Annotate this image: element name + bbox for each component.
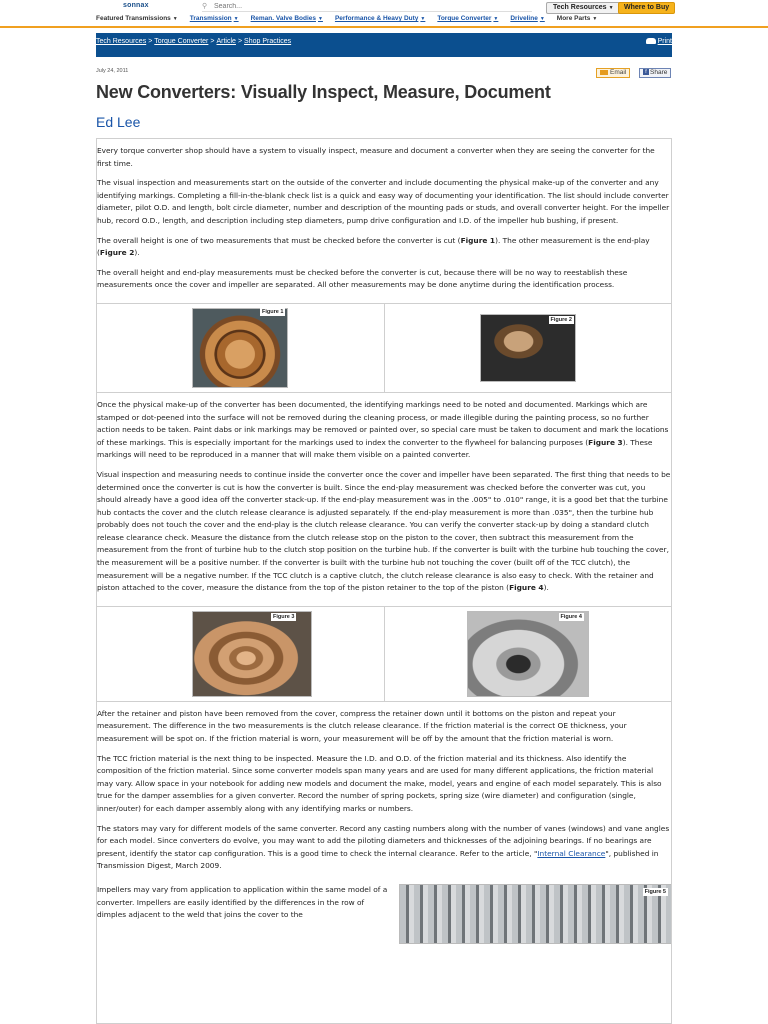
figure-ref: Figure 1 <box>460 235 496 245</box>
nav-reman-valve-bodies[interactable]: Reman. Valve Bodies ▼ <box>250 15 323 22</box>
figure-5-section <box>97 884 671 933</box>
article-date: July 24, 2011 <box>96 68 129 74</box>
text-block-4 <box>97 884 393 933</box>
figure-ref: Figure 2 <box>99 248 135 258</box>
paragraph: The visual inspection and measurements start on the outside of the converter and include documenting the physical make-up of the converter and any identifying markings. Completing a fill-in-the-blank check list is a quick and easy way of documenting your identification. The list should include converter diameter, pilot O.D. and length, bolt circle diameter, number and description of the mounting pads or studs, and overall converter height. For the impeller hub, record O.D., length, and description including step diameters, pump drive configuration and I.D. of the impeller hub bushing, if present. <box>97 178 670 225</box>
figure-ref: Figure 4 <box>509 583 544 593</box>
breadcrumb-separator: > <box>210 38 215 45</box>
text-block-2 <box>97 393 671 606</box>
figure-1-label: Figure 1 <box>262 308 284 315</box>
paragraph: After the retainer and piston have been removed from the cover, compress the retainer down until it bottoms on the piston and repeat your measurement. The difference in the two measurements is the clutch release clearance. If the friction material is the correct OE thickness, your measurement will be spot on. If the friction material is worn, your measurement will be off by the amount that the friction material is worn. <box>97 708 627 744</box>
search-icon[interactable]: ⚲ <box>202 3 208 10</box>
figure-cell-4 <box>384 607 672 701</box>
paragraph: Once the physical make-up of the converter has been documented, the identifying markings need to be noted and documented. Markings which are stamped or dot-peened into the surface will not be removed during the cleaning process, or made illegible during the painting process, so no further action needs to be taken. Paint dabs or ink markings may be removed or painted over, so special care must be taken to document and mark the locations of these markings. This is especially important for the markings used to index the converter to the flywheel for balancing purposes (Figure 3). These markings will need to be reproduced in a manner that will make them visible on a painted converter. <box>97 399 669 460</box>
main-nav <box>96 15 609 25</box>
figure-cell-2 <box>384 304 672 392</box>
breadcrumb-article[interactable]: Article <box>216 38 236 45</box>
paragraph: Visual inspection and measuring needs to continue inside the converter once the cover and impeller have been separated. The first thing that needs to be determined once the converter is cut is how the converter is built. Since the end-play measurement was checked before the converter was cut, you should already have a good idea off the converter stack-up. If the end-play measurement was in the .005" to .010" range, it is a good bet that the turbine hub contacts the cover and the clutch release clearance is adjusted separately. If the end-play measurement is more than .035", then the turbine hub probably does not touch the cover and the end-play is the clutch release clearance. You can verify the converter stack-up by doing a standard clutch release clearance check. Measure the distance from the clutch release stop on the piston to the cover, then subtract this measurement from the measurement from the front of turbine hub to the clutch stop position on the turbine hub. If the converter is built with the turbine hub touching the cover, the measurement will be a positive number. If the converter is built with the turbine hub not touching the cover (built off of the TCC clutch), the measurement will be a negative number. If the TCC clutch is a captive clutch, the clutch release clearance is also easy to check. With the retainer and piston attached to the cover, measure the distance from the top of the piston retainer to the top of the piston (Figure 4). <box>97 469 671 593</box>
article-author[interactable]: Ed Lee <box>96 114 141 130</box>
print-link[interactable]: Print <box>646 38 672 45</box>
figure-5-image[interactable] <box>399 884 672 944</box>
figure-2-image[interactable] <box>480 314 576 382</box>
paragraph: The overall height is one of two measurements that must be checked before the converter is cut (Figure 1). The other measurement is the end-play (Figure 2). <box>97 235 650 258</box>
chevron-down-icon: ▼ <box>420 16 426 22</box>
breadcrumb <box>96 38 291 45</box>
figure-1-image[interactable] <box>192 308 288 388</box>
nav-transmission[interactable]: Transmission ▼ <box>189 15 239 22</box>
article-body <box>96 138 672 1024</box>
figure-4-label: Figure 4 <box>560 613 582 620</box>
search-input[interactable] <box>214 2 514 11</box>
figure-4-image[interactable] <box>467 611 589 697</box>
nav-driveline[interactable]: Driveline ▼ <box>510 15 545 22</box>
chevron-down-icon: ▼ <box>317 16 323 22</box>
share-button[interactable]: f Share <box>639 68 671 78</box>
figure-cell-3 <box>97 607 384 701</box>
paragraph: Impellers may vary from application to application within the same model of a converter. Impellers are easily identified by the differences in the row of dimples adjacent to the weld that joins the cover to the <box>97 884 388 920</box>
chevron-down-icon: ▼ <box>233 16 239 22</box>
figure-5-label: Figure 5 <box>644 888 666 895</box>
nav-performance-heavy-duty[interactable]: Performance & Heavy Duty ▼ <box>334 15 426 22</box>
paragraph: The TCC friction material is the next thing to be inspected. Measure the I.D. and O.D. of the friction material and its thickness. Also identify the composition of the friction material. Since some converter models span many years and are used for many different applications, the friction material may vary. Allow space in your notebook for adding new models and document the make, model, years and engine of each model separately. This is also true for the damper assemblies for a given converter. Record the number of spring pockets, spring size (wire diameter) and configuration (single, inner/outer) for each damper assembly along with any identifying marks or numbers. <box>97 753 662 813</box>
breadcrumb-separator: > <box>237 38 243 45</box>
site-header <box>0 0 768 28</box>
paragraph: Every torque converter shop should have a system to visually inspect, measure and document a converter when they are seeing the converter for the first time. <box>97 146 655 168</box>
figure-2-label: Figure 2 <box>550 316 572 323</box>
print-icon <box>646 38 656 44</box>
email-icon <box>600 70 608 75</box>
text-block-3 <box>97 702 671 884</box>
tech-resources-label: Tech Resources <box>553 4 607 11</box>
text-block-1 <box>97 139 671 303</box>
breadcrumb-torque-converter[interactable]: Torque Converter <box>154 38 209 45</box>
chevron-down-icon: ▼ <box>539 16 545 22</box>
chevron-down-icon: ▼ <box>608 5 614 11</box>
where-to-buy-button[interactable]: Where to Buy <box>618 2 675 14</box>
tech-resources-button[interactable] <box>546 2 621 14</box>
figure-3-label: Figure 3 <box>273 613 295 620</box>
breadcrumb-tech-resources[interactable]: Tech Resources <box>96 38 147 45</box>
sonnax-logo[interactable]: sonnax <box>123 2 149 9</box>
figure-ref: Figure 3 <box>588 437 623 447</box>
nav-more-parts[interactable]: More Parts ▼ <box>556 15 598 22</box>
nav-featured-transmissions[interactable]: Featured Transmissions ▼ <box>96 15 178 22</box>
search-box <box>202 2 532 12</box>
internal-clearance-link[interactable]: Internal Clearance <box>537 848 606 858</box>
breadcrumb-band <box>96 33 672 57</box>
facebook-icon: f <box>643 69 649 75</box>
figure-cell-1 <box>97 304 384 392</box>
chevron-down-icon: ▼ <box>592 16 598 22</box>
nav-torque-converter[interactable]: Torque Converter ▼ <box>437 15 499 22</box>
email-button[interactable]: Email <box>596 68 630 78</box>
figure-row-2 <box>97 606 671 702</box>
paragraph: The overall height and end-play measurements must be checked before the converter is cut, because there will be no way to reestablish these measurements once the cover and impeller are separated. All other measurements may be done anytime during the identification process. <box>97 267 628 290</box>
breadcrumb-shop-practices[interactable]: Shop Practices <box>244 38 292 45</box>
chevron-down-icon: ▼ <box>493 16 499 22</box>
article-title: New Converters: Visually Inspect, Measure, Document <box>96 82 551 102</box>
chevron-down-icon: ▼ <box>172 16 178 22</box>
figure-3-image[interactable] <box>192 611 312 697</box>
figure-row-1 <box>97 303 671 393</box>
breadcrumb-separator: > <box>148 38 153 45</box>
paragraph: The stators may vary for different models of the same converter. Record any casting numbers along with the number of vanes (windows) and vane angles for each model. Since converters do evolve, you may want to add the piloting diameters and thicknesses of the adjoining bearings. If no bearings are present, identify the stator cap configuration. This is a good time to check the internal clearance. Refer to the article, "Internal Clearance", published in Transmission Digest, March 2009. <box>97 823 670 871</box>
